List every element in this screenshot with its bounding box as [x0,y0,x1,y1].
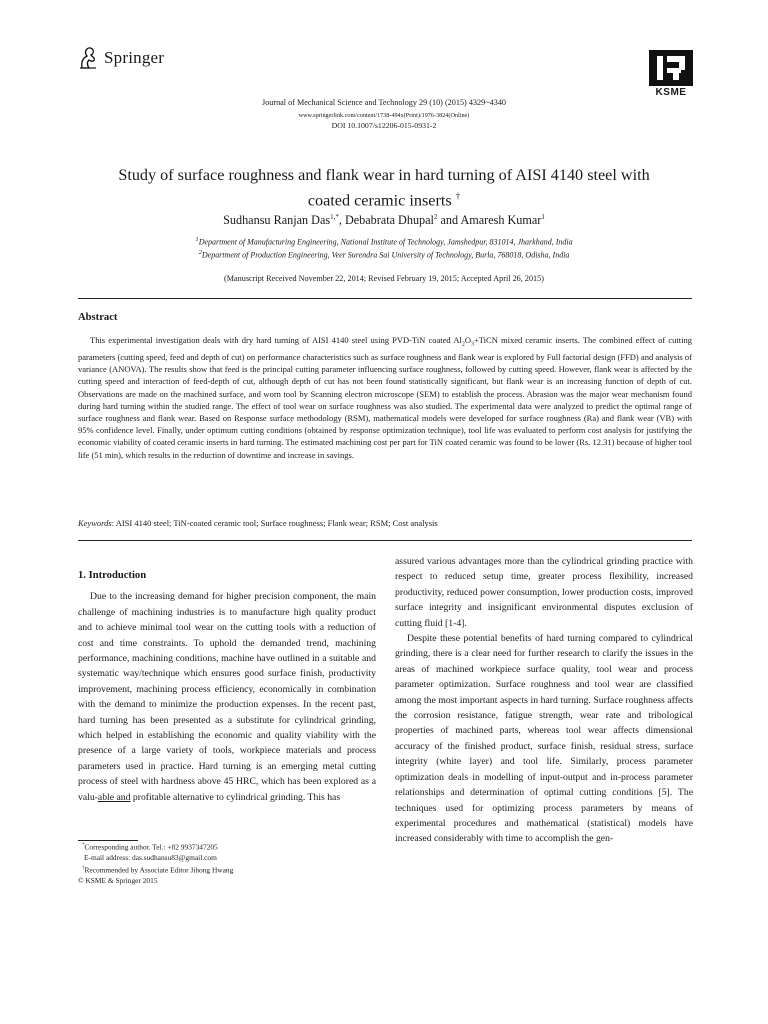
affiliation-2-number: 2 [198,249,202,256]
affiliation-1-number: 1 [195,236,199,243]
journal-url[interactable]: www.springerlink.com/content/1738-494x(Print)/1976-3824(Online) [298,112,470,119]
manuscript-dates: (Manuscript Received November 22, 2014; Revised February 19, 2015; Accepted April 26, 2015) [224,274,544,283]
title-footnote-mark: † [455,191,461,201]
affiliation-2-text: Department of Production Engineering, Veer Surendra Sai University of Technology, Burla, 768018, Odisha, India [201,250,570,260]
keywords-label: Keywords [78,518,112,528]
ksme-text: KSME [655,87,687,98]
footnote-copyright: © KSME & Springer 2015 [78,875,158,885]
ksme-emblem-icon [649,50,693,86]
affiliation-1-text: Department of Manufacturing Engineering, National Institute of Technology, Jamshedpur, 831014, Jharkhand, India [198,237,573,247]
section-heading-introduction: 1. Introduction [78,570,147,581]
footnotes [78,841,234,886]
affiliation-2 [0,249,768,260]
author-3-affil: 1 [541,213,545,221]
keywords [78,518,692,528]
author-3: Amaresh Kumar [460,213,542,228]
doi[interactable]: DOI 10.1007/s12206-015-0931-2 [331,121,437,130]
ksme-logo [648,50,694,98]
footnote-corresponding: *Corresponding author. Tel.: +82 9937347205 [82,842,218,852]
abstract-text: This experimental investigation deals with dry hard turning of AISI 4140 steel using PVD-TiN coated $Al_2O_3+TiCN$ mixed ceramic inserts. The combined effect of cutting parameters (cutting speed, feed and depth of cut) on performance characteristics such as surface roughness and flank wear is explored by Full factorial design (FFD) and analysis of variance (ANOVA). The results show that feed is the principal cutting parameter influencing surface roughness, followed by cutting speed. However, flank wear is affected by the cutting speed and interaction of feed-depth of cut, although depth of cut has not been found statistically significant, but flank wear is an increasing function of depth of cut. Observations are made on the machined surface, and worn tool by Scanning electron microscope (SEM) to establish the process. Abrasion was the major wear mechanism found during hard turning within the studied range. The effect of tool wear on surface roughness was also studied. The experimental data were analyzed to predict the optimal range of surface roughness and flank wear. Based on Response surface methodology (RSM), mathematical models were developed for surface roughness (Ra) and flank wear (VB) with 95% confidence level. Finally, under optimum cutting conditions (obtained by response optimization technique), tool life was evaluated to perform cost analysis for justifying the economic viability of coated ceramic inserts in hard turning. The estimated machining cost per part for TiN coated ceramic was found to be lower (Rs. 12.31) because of higher tool life (51 min), which results in the reduction of downtime and increase in savings. [78,335,692,460]
affiliation-1 [0,236,768,247]
author-2: Debabrata Dhupal [344,213,434,228]
keywords-list: : AISI 4140 steel; TiN-coated ceramic tool; Surface roughness; Flank wear; RSM; Cost analysis [111,518,438,528]
springer-horse-icon [78,46,98,70]
left-column [78,568,376,805]
author-and: and [440,213,459,228]
divider-bottom [78,540,692,541]
title-line-2: coated ceramic inserts [307,191,452,210]
right-column [395,554,693,847]
author-list: Sudhansu Ranjan Das$^{1,*}$, Debabrata Dhupal$^2$ and Amaresh Kumar$^1$ [223,213,545,228]
author-1-affil: 1,* [330,213,339,221]
journal-citation: Journal of Mechanical Science and Technology 29 (10) (2015) 4329~4340 [261,98,507,107]
intro-paragraph-2: assured various advantages more than the cylindrical grinding practice with respect to reduced setup time, greater process flexibility, increased productivity, reduced power consumption, lower production costs, improved surface integrity and insignificant environmental disputes exclusion of cutting fluid [1-4]. [395,556,693,629]
author-2-affil: 2 [433,213,438,221]
intro-paragraph-3: Despite these potential benefits of hard turning compared to cylindrical grinding, there is a clear need for further research to clarify the issues in the areas of machined workpiece surface quality, tool wear and process parameter optimization. Surface roughness and tool wear are classified among the most important aspects in hard turning. Surface roughness affects the corrosion resistance, fatigue strength, wear rate and tribological properties of machined parts, whereas tool wear affects dimensional accuracy of the finished product, surface finish, residual stress, surface integrity (white layer) and tool life. Similarly, process parameter optimization deals in modelling of input-output and in-process parameter relationships and determination of optimal cutting conditions [5]. The techniques used for optimizing process parameters by means of experimental procedures and mathematical (statistical) models have increased considerably with time to accomplish the gen- [395,633,693,845]
footnote-recommended: †Recommended by Associate Editor Jihong Hwang [82,865,234,875]
divider-top [78,298,692,299]
footnote-email[interactable]: E-mail address: das.sudhansu83@gmail.com [84,853,217,863]
publisher-name: Springer [104,48,165,67]
author-1: Sudhansu Ranjan Das [223,213,331,228]
abstract-heading: Abstract [78,312,118,323]
title-line-1: Study of surface roughness and flank wear in hard turning of AISI 4140 steel with [118,166,650,184]
springer-logo [78,46,164,70]
paper-title [60,165,708,211]
intro-paragraph-1: Due to the increasing demand for higher precision component, the main challenge of machining industries is to manufacture high quality product and to achieve minimal tool wear on the cutting tools with a reduction of cost and time constraints. To uphold the demanded trend, machining performance, machining conditions, machine have outlined in a suitable and systematic way/technique which ensures good surface finish, productivity improvement, machining process efficiency, economically in combination with the demand to minimize the production expenses. In the recent past, hard turning has been presented as a substitute for cylindrical grinding, which helped in establishing the economic and quality viability with the presence of a large variety of tools, workpiece materials and process parameters used in practice. Hard turning is an emerging metal cutting process of steel with hardness above 45 HRC, which has been explored as a valu-able and profitable alternative to cylindrical grinding. This has [78,591,376,803]
